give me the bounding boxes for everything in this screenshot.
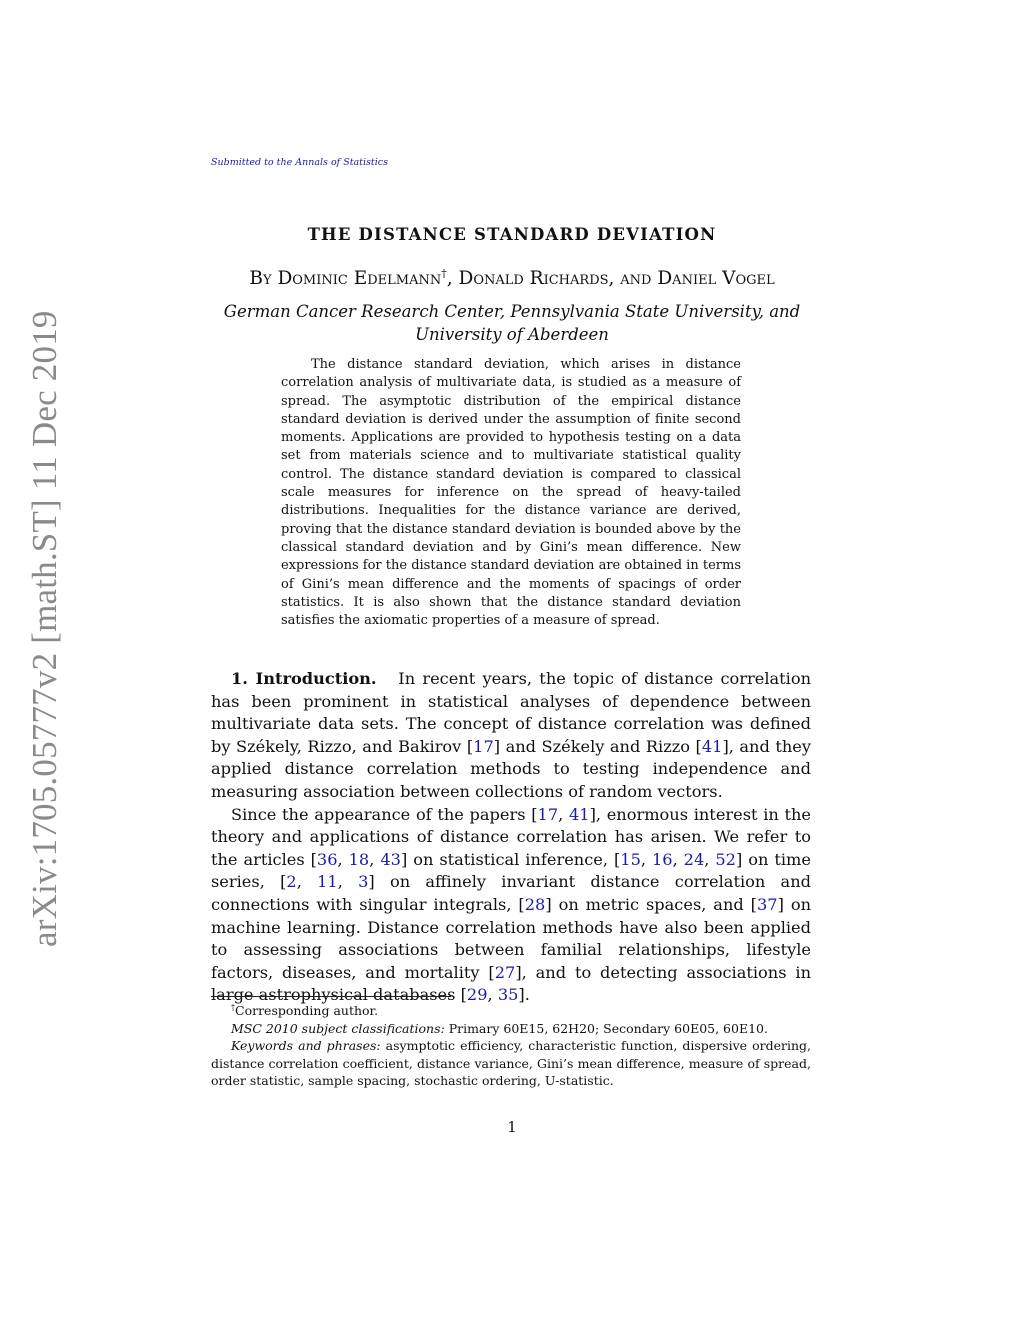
- citation-link[interactable]: 35: [497, 985, 519, 1005]
- citation-link[interactable]: 11: [317, 872, 338, 892]
- intro-paragraph-2: [211, 804, 811, 1007]
- footnote-rule: [211, 996, 451, 997]
- affiliations: German Cancer Research Center, Pennsylvania State University, and University of Aberdeen: [223, 302, 801, 344]
- msc-text: Primary 60E15, 62H20; Secondary 60E05, 60E10.: [444, 1020, 768, 1036]
- intro-p2-body: Since the appearance of the papers [17, 41], enormous interest in the theory and applications of distance correlation has arisen. We refer to the articles [36, 18, 43] on statistical inference, [15, 16, 24, 52] on time series, [2, 11, 3] on affinely invariant distance correlation and connections with singular integrals, [28] on metric spaces, and [37] on machine learning. Distance correlation methods have also been applied to assessing associations between familial relationships, lifestyle factors, diseases, and mortality [27], and to detecting associations in large astrophysical databases [29, 35].: [211, 804, 811, 1005]
- citation-link[interactable]: 27: [494, 962, 516, 982]
- intro-p1-body: In recent years, the topic of distance correlation has been prominent in statistical analyses of dependence between multivariate data sets. The concept of distance correlation was defined by Székely, Rizzo, and Bakirov [17] and Székely and Rizzo [41], and they applied distance correlation methods to testing independence and measuring association between collections of random vectors.: [211, 669, 812, 801]
- section-heading: 1. Introduction.: [231, 669, 377, 688]
- citation-link[interactable]: 18: [348, 849, 370, 869]
- introduction-section: [211, 668, 811, 1007]
- footnote-corresponding: [211, 999, 811, 1020]
- footnote-msc: [211, 1020, 811, 1038]
- submitted-header-link[interactable]: Submitted to the Annals of Statistics: [211, 157, 388, 168]
- citation-link[interactable]: 17: [473, 736, 494, 756]
- intro-paragraph-1: [211, 668, 811, 804]
- keywords-label: Keywords and phrases:: [231, 1038, 381, 1054]
- authors-rest: , Donald Richards, and Daniel Vogel: [446, 268, 775, 290]
- citation-link[interactable]: 3: [358, 872, 369, 892]
- paper-title: THE DISTANCE STANDARD DEVIATION: [307, 225, 717, 244]
- author-edelmann: Dominic Edelmann: [277, 268, 442, 290]
- arxiv-side-stamp: arXiv:1705.05777v2 [math.ST] 11 Dec 2019: [25, 310, 64, 947]
- abstract: The distance standard deviation, which arises in distance correlation analysis of multivariate data, is studied as a measure of spread. The asymptotic distribution of the empirical distance standard deviation is derived under the assumption of finite second moments. Applications are provided to hypothesis testing on a data set from materials science and to multivariate statistical quality control. The distance standard deviation is compared to classical scale measures for inference on the spread of heavy-tailed distributions. Inequalities for the distance variance are derived, proving that the distance standard deviation is bounded above by the classical standard deviation and by Gini’s mean difference. New expressions for the distance standard deviation are obtained in terms of Gini’s mean difference and the moments of spacings of order statistics. It is also shown that the distance standard deviation satisfies the axiomatic properties of a measure of spread.: [281, 357, 741, 629]
- citation-link[interactable]: 15: [620, 849, 641, 869]
- citation-link[interactable]: 17: [537, 804, 559, 824]
- citation-link[interactable]: 41: [701, 736, 723, 756]
- citation-link[interactable]: 28: [524, 894, 546, 914]
- footnote-keywords: [211, 1037, 811, 1090]
- keywords-text: asymptotic efficiency, characteristic function, dispersive ordering, distance correlation coefficient, distance variance, Gini’s mean difference, measure of spread, order statistic, sample spacing, stochastic ordering, U-statistic.: [211, 1038, 811, 1089]
- citation-link[interactable]: 37: [756, 894, 778, 914]
- citation-link[interactable]: 52: [715, 849, 736, 869]
- msc-label: MSC 2010 subject classifications:: [231, 1020, 445, 1036]
- footnotes: [211, 999, 811, 1090]
- author-footnote-mark[interactable]: †: [441, 267, 447, 280]
- corresponding-text: Corresponding author.: [235, 1003, 379, 1019]
- citation-link[interactable]: 43: [380, 849, 401, 869]
- footnote-mark: †: [231, 1003, 235, 1012]
- authors-by: By: [249, 268, 278, 290]
- citation-link[interactable]: 16: [651, 849, 673, 869]
- page-number: 1: [507, 1118, 517, 1136]
- citation-link[interactable]: 36: [316, 849, 338, 869]
- author-line: [0, 267, 1024, 289]
- citation-link[interactable]: 41: [568, 804, 590, 824]
- citation-link[interactable]: 2: [286, 872, 297, 892]
- citation-link[interactable]: 29: [466, 985, 488, 1005]
- citation-link[interactable]: 24: [683, 849, 705, 869]
